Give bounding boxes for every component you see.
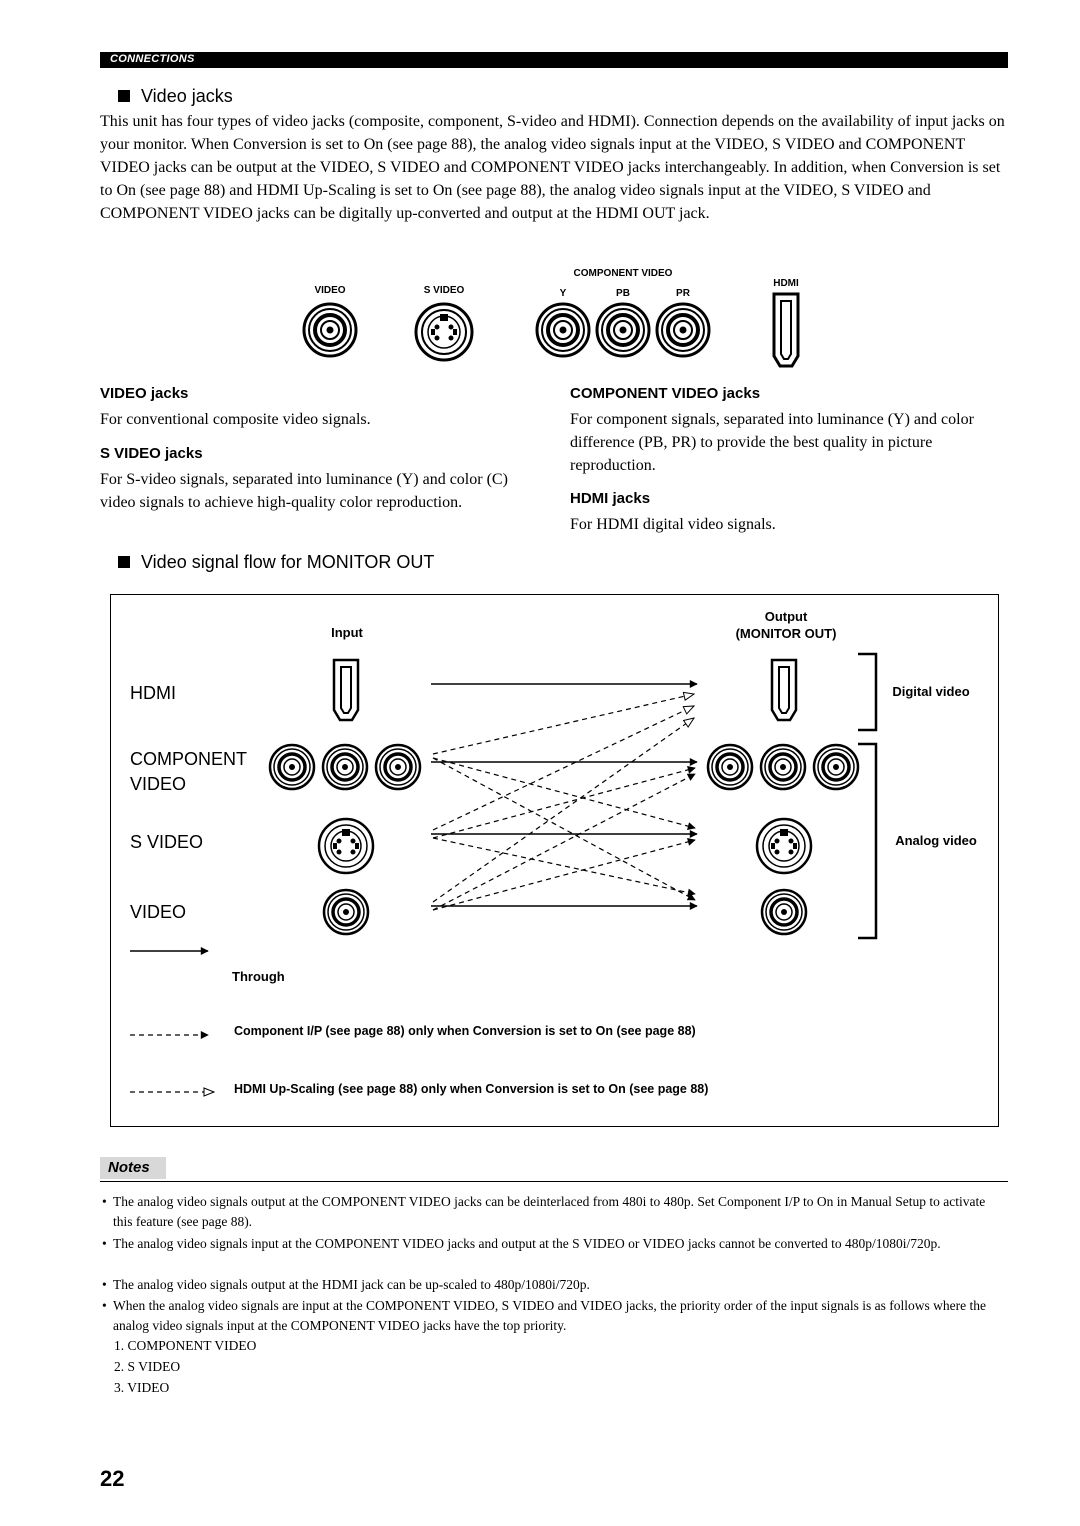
output-video-jack-icon xyxy=(762,890,806,934)
pr-jack-label: PR xyxy=(676,288,690,299)
notes-label-tag xyxy=(100,1157,166,1179)
digital-video-label: Digital video xyxy=(892,684,970,699)
note-text: The analog video signals output at the COMPONENT VIDEO jacks can be deinterlaced from 480i to 480p. Set Component I/P to On in Manual Setup to activate this feature (see page 88). xyxy=(113,1194,986,1229)
component-y-jack-icon xyxy=(537,304,589,356)
video-jacks-title-text: Video jacks xyxy=(141,86,233,106)
video-jacks-section-title xyxy=(118,86,233,107)
conv-line-s-video-to-component xyxy=(433,768,695,838)
s-video-jack-label: S VIDEO xyxy=(423,285,465,296)
notes-label: Notes xyxy=(108,1159,150,1176)
output-label: Output xyxy=(764,609,808,624)
digital-video-bracket xyxy=(858,654,876,730)
conv-line-s-video-to-video xyxy=(433,838,695,894)
input-component-y-jack-icon xyxy=(270,745,314,789)
bullet-icon: • xyxy=(102,1236,107,1251)
component-video-jacks-heading: COMPONENT VIDEO jacks xyxy=(570,385,761,402)
bullet-icon: • xyxy=(102,1298,107,1313)
hdmi-jacks-heading: HDMI jacks xyxy=(570,490,651,507)
signal-flow-section-title xyxy=(118,552,434,573)
s-video-jack-icon xyxy=(416,304,472,360)
input-hdmi-jack-icon xyxy=(334,660,358,720)
row-label-hdmi: HDMI xyxy=(130,683,176,703)
component-pb-jack-icon xyxy=(597,304,649,356)
signal-flow-diagram xyxy=(110,594,999,1127)
pb-jack-label: PB xyxy=(616,288,630,299)
analog-video-label: Analog video xyxy=(895,833,977,848)
conv-line-component-to-video xyxy=(433,758,695,900)
monitor-out-label: (MONITOR OUT) xyxy=(735,626,837,641)
video-jacks-intro: This unit has four types of video jacks (composite, component, S-video and HDMI). Connection depends on the availability of input jacks on your monitor. When Conversion is set to On (see page 88), the analog video signals input at the VIDEO, S VIDEO and COMPONENT VIDEO jacks can be output at the VIDEO, S VIDEO and COMPONENT VIDEO jacks interchangeably. In addition, when Conversion is set to On (see page 88) and HDMI Up-Scaling is set to On (see page 88), the analog video signals input at the VIDEO, S VIDEO and COMPONENT VIDEO jacks can be digitally up-converted and output at the HDMI OUT jack. xyxy=(100,113,1005,222)
page-number: 22 xyxy=(100,1466,125,1491)
notes-divider xyxy=(100,1181,1008,1182)
video-jacks-heading: VIDEO jacks xyxy=(100,385,189,402)
note-text: When the analog video signals are input at the COMPONENT VIDEO, S VIDEO and VIDEO jacks, the priority order of the input signals is as follows where the analog video signals input at the COMPONENT VIDEO jacks have the top priority. xyxy=(113,1298,986,1333)
note-item xyxy=(100,1296,1008,1336)
input-component-pb-jack-icon xyxy=(323,745,367,789)
legend-through-text: Through xyxy=(232,969,285,984)
y-jack-label: Y xyxy=(559,288,567,299)
conv-line-component-to-s-video xyxy=(433,758,695,828)
component-video-jacks-description: For component signals, separated into luminance (Y) and color difference (PB, PR) to provide the best quality in picture reproduction. xyxy=(570,411,974,474)
priority-item: 3. VIDEO xyxy=(114,1380,170,1395)
priority-item: 2. S VIDEO xyxy=(114,1359,181,1374)
square-bullet-icon xyxy=(118,90,130,102)
input-video-jack-icon xyxy=(324,890,368,934)
legend-component-ip-text: Component I/P (see page 88) only when Conversion is set to On (see page 88) xyxy=(234,1024,696,1038)
s-video-jacks-heading: S VIDEO jacks xyxy=(100,445,203,462)
input-label: Input xyxy=(331,625,363,640)
output-hdmi-jack-icon xyxy=(772,660,796,720)
note-text: The analog video signals input at the COMPONENT VIDEO jacks and output at the S VIDEO or VIDEO jacks cannot be converted to 480p/1080i/720p. xyxy=(113,1236,941,1251)
s-video-jacks-description: For S-video signals, separated into luminance (Y) and color (C) video signals to achieve high-quality color reproduction. xyxy=(100,471,508,511)
video-rca-jack-icon xyxy=(304,304,356,356)
priority-item: 1. COMPONENT VIDEO xyxy=(114,1338,257,1353)
bullet-icon: • xyxy=(102,1277,107,1292)
video-jack-label: VIDEO xyxy=(314,285,346,296)
input-component-pr-jack-icon xyxy=(376,745,420,789)
row-label-component-video: VIDEO xyxy=(130,774,187,794)
video-jacks-description: For conventional composite video signals. xyxy=(100,411,371,428)
output-component-pr-jack-icon xyxy=(814,745,858,789)
legend-hdmi-upscaling-text: HDMI Up-Scaling (see page 88) only when Conversion is set to On (see page 88) xyxy=(234,1082,709,1096)
note-text: The analog video signals output at the HDMI jack can be up-scaled to 480p/1080i/720p. xyxy=(113,1277,590,1292)
note-item xyxy=(100,1192,1008,1232)
output-s-video-jack-icon xyxy=(757,819,811,873)
analog-video-bracket xyxy=(858,744,876,938)
hdmi-jack-label: HDMI xyxy=(773,278,799,289)
row-label-component: COMPONENT xyxy=(130,749,247,769)
input-s-video-jack-icon xyxy=(319,819,373,873)
component-video-jack-label: COMPONENT VIDEO xyxy=(573,268,673,279)
hdmi-jack-icon xyxy=(774,294,798,366)
bullet-icon: • xyxy=(102,1194,107,1209)
component-pr-jack-icon xyxy=(657,304,709,356)
note-item xyxy=(100,1275,1008,1295)
section-header-label: CONNECTIONS xyxy=(110,53,195,65)
conv-line-video-to-component xyxy=(433,774,695,910)
jack-panel-illustration xyxy=(290,262,820,374)
row-label-video: VIDEO xyxy=(130,902,187,922)
section-header-bar xyxy=(100,52,1008,68)
hdmi-jacks-description: For HDMI digital video signals. xyxy=(570,516,776,533)
note-item xyxy=(100,1234,1008,1254)
output-component-pb-jack-icon xyxy=(761,745,805,789)
row-label-s-video: S VIDEO xyxy=(130,832,204,852)
signal-flow-title-text: Video signal flow for MONITOR OUT xyxy=(141,552,435,572)
square-bullet-icon xyxy=(118,556,130,568)
output-component-y-jack-icon xyxy=(708,745,752,789)
